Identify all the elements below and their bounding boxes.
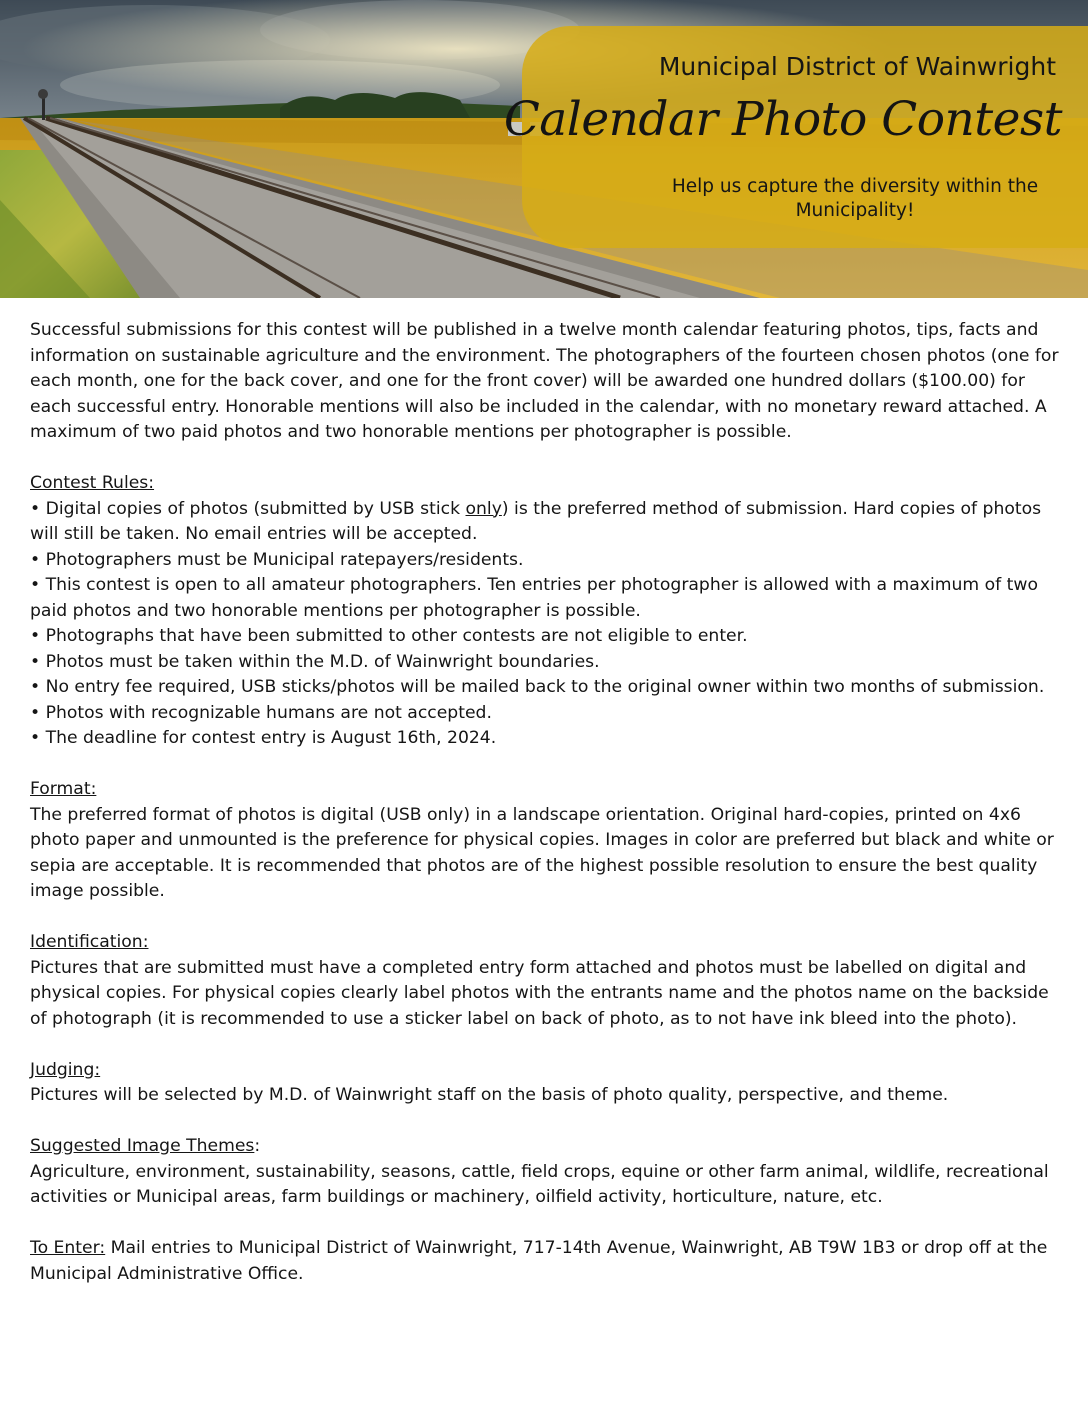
themes-heading-line: Suggested Image Themes: [30, 1136, 261, 1156]
main-content [30, 318, 1062, 1287]
rule-item: • The deadline for contest entry is August 16th, 2024. [30, 728, 497, 748]
format-heading: Format: [30, 779, 97, 799]
tagline: Help us capture the diversity within the Municipality! [671, 176, 1039, 221]
themes-paragraph: Agriculture, environment, sustainability, seasons, cattle, field crops, equine or other farm animal, wildlife, recreational activities or Municipal areas, farm buildings or machinery, oilfield activity, horticulture, nature, etc. [30, 1161, 1049, 1207]
rule-item: • Photographers must be Municipal ratepayers/residents. [30, 549, 524, 570]
intro-paragraph: Successful submissions for this contest will be published in a twelve month calendar featuring photos, tips, facts and information on sustainable agriculture and the environment. The photographers of the fourteen chosen photos (one for each month, one for the back cover, and one for the front cover) will be awarded one hundred dollars ($100.00) for each successful entry. Honorable mentions will also be included in the calendar, with no monetary reward attached. A maximum of two paid photos and two honorable mentions per photographer is possible. [30, 320, 1059, 442]
to-enter-heading: To Enter: [30, 1238, 106, 1258]
rule-item: • Photographs that have been submitted to other contests are not eligible to enter. [30, 626, 748, 646]
rule-item: • No entry fee required, USB sticks/photos will be mailed back to the original owner within two months of submission. [30, 677, 1045, 697]
identification-heading: Identification: [30, 932, 149, 952]
contest-rules-heading: Contest Rules: [30, 473, 155, 493]
themes-heading: Suggested Image Themes [30, 1136, 255, 1156]
judging-heading: Judging: [30, 1059, 101, 1080]
organization-name: Municipal District of Wainwright [658, 52, 1056, 81]
rule-item: • Digital copies of photos (submitted by USB stick only) is the preferred method of submission. Hard copies of photos will still be taken. No email entries will be accepted. [30, 498, 1042, 544]
judging-paragraph: Pictures will be selected by M.D. of Wainwright staff on the basis of photo quality, perspective, and theme. [30, 1085, 949, 1105]
contest-title: Calendar Photo Contest [503, 92, 1062, 147]
format-paragraph: The preferred format of photos is digital (USB only) in a landscape orientation. Original hard-copies, printed on 4x6 photo paper and unmounted is the preference for physical copies. Images in color are preferred but black and white or sepia are acceptable. It is recommended that photos are of the highest possible resolution to ensure the best quality image possible. [30, 804, 1054, 901]
identification-paragraph: Pictures that are submitted must have a completed entry form attached and photos must be labelled on digital and physical copies. For physical copies clearly label photos with the entrants name and the photos name on the backside of photograph (it is recommended to use a sticker label on back of photo, as to not have ink bleed into the photo). [30, 957, 1049, 1029]
rule-item: • Photos with recognizable humans are not accepted. [30, 702, 492, 723]
rule-item: • This contest is open to all amateur photographers. Ten entries per photographer is allowed with a maximum of two paid photos and two honorable mentions per photographer is possible. [30, 575, 1038, 621]
rule-item: • Photos must be taken within the M.D. of Wainwright boundaries. [30, 651, 600, 672]
to-enter-paragraph: To Enter: Mail entries to Municipal District of Wainwright, 717-14th Avenue, Wainwright, AB T9W 1B3 or drop off at the Municipal Administrative Office. [30, 1238, 1048, 1284]
